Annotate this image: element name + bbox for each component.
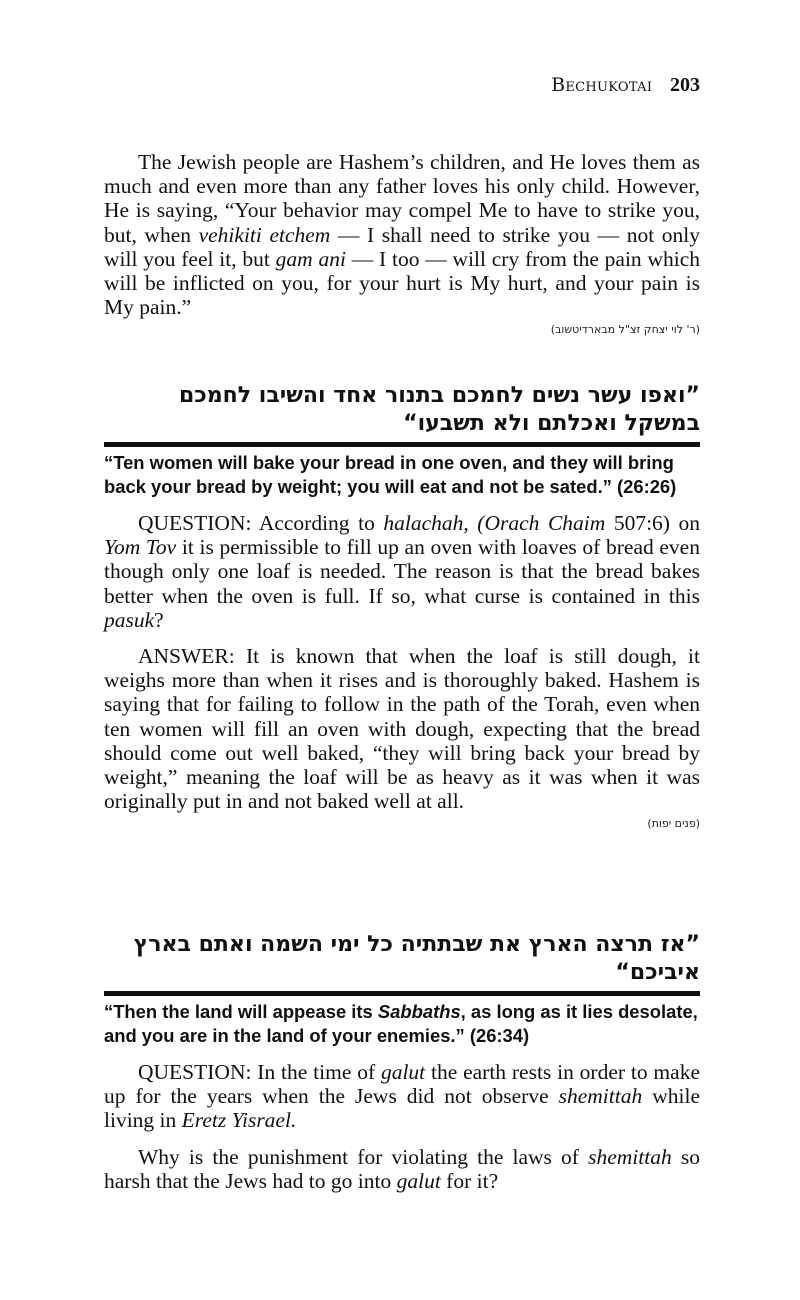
italic-term: Sabbaths xyxy=(377,1001,461,1022)
italic-term: galut xyxy=(380,1060,426,1084)
text-run: for it? xyxy=(440,1168,499,1193)
italic-term: halachah, (Orach Chaim xyxy=(383,511,606,535)
question-paragraph-continued xyxy=(104,1145,700,1193)
text-run: ANSWER: It is known that when the loaf is still dough, it weighs more than when it rises and is thoroughly baked. Hashem is saying that for failing to follow in the path of the Torah, even when ten women will fill an oven with dough, expecting that the bread should come out well baked, “they will bring back your bread by weight,” meaning the loaf will be as heavy as it was when it was originally put in and not baked well at all. xyxy=(104,644,700,814)
text-run: so harsh that the Jews had to go into xyxy=(104,1144,700,1193)
question-paragraph xyxy=(104,511,700,632)
chapter-title: Bechukotai xyxy=(551,74,653,96)
verse-translation xyxy=(104,1000,700,1048)
page-number: 203 xyxy=(670,74,700,96)
text-run: 507:6) on xyxy=(605,511,701,535)
text-run: QUESTION: According to xyxy=(138,511,384,535)
intro-paragraph xyxy=(104,150,700,319)
verse-translation xyxy=(104,451,700,499)
section-sabbaths xyxy=(104,931,700,1193)
heading-rule xyxy=(104,442,700,447)
text-run: — I shall need to strike you — not only will you feel it, but xyxy=(104,222,700,271)
text-run: — I too — will cry from the pain which will be inflicted on you, for your hurt is My hurt, and your pain is My pain.” xyxy=(104,246,700,320)
hebrew-verse-heading: ”ואפו עשר נשים לחמכם בתנור אחד והשיבו לחמכם במשקל ואכלתם ולא תשבעו“ xyxy=(178,383,700,436)
text-run: QUESTION: In the time of xyxy=(138,1060,381,1084)
book-page xyxy=(104,0,700,1300)
text-run: Why is the punishment for violating the laws of xyxy=(138,1144,589,1169)
running-header xyxy=(551,74,700,97)
text-run: The Jewish people are Hashem’s children, and He loves them as much and even more than any father loves his only child. However, He is saying, “Your behavior may compel Me to have to strike you, but, when xyxy=(104,150,700,247)
italic-term: gam ani xyxy=(275,246,346,271)
question-paragraph xyxy=(104,1060,700,1133)
hebrew-verse-heading: ”אז תרצה הארץ את שבתתיה כל ימי השמה ואתם בארץ איביכם“ xyxy=(133,932,700,985)
intro-source-citation: (ר' לוי יצחק זצ"ל מבארדיטשוב) xyxy=(550,323,700,337)
text-run: “Ten women will bake your bread in one oven, and they will bring back your bread by weight; you will eat and not be sated.” (26:26) xyxy=(104,452,677,497)
text-run: “Then the land will appease its xyxy=(104,1001,378,1022)
text-run: while living in xyxy=(104,1084,700,1133)
italic-term: Eretz Yisrael. xyxy=(181,1108,297,1133)
heading-rule xyxy=(104,991,700,996)
italic-term: Yom Tov xyxy=(104,535,177,560)
italic-term: shemittah xyxy=(558,1084,643,1109)
answer-paragraph xyxy=(104,644,700,813)
italic-term: shemittah xyxy=(588,1144,672,1169)
text-run: , as long as it lies desolate, and you are in the land of your enemies.” (26:34) xyxy=(104,1001,698,1046)
section-bread xyxy=(104,382,700,830)
italic-term: vehikiti etchem xyxy=(198,222,331,247)
text-run: ? xyxy=(154,607,164,632)
italic-term: pasuk xyxy=(104,607,155,632)
text-run: it is permissible to fill up an oven with loaves of bread even though only one loaf is needed. The reason is that the bread bakes better when the oven is full. If so, what curse is contained in this xyxy=(104,535,700,608)
intro-section xyxy=(104,150,700,336)
answer-source-citation: (פנים יפות) xyxy=(647,817,700,831)
italic-term: galut xyxy=(396,1168,441,1193)
text-run: the earth rests in order to make up for the years when the Jews did not observe xyxy=(104,1060,700,1109)
